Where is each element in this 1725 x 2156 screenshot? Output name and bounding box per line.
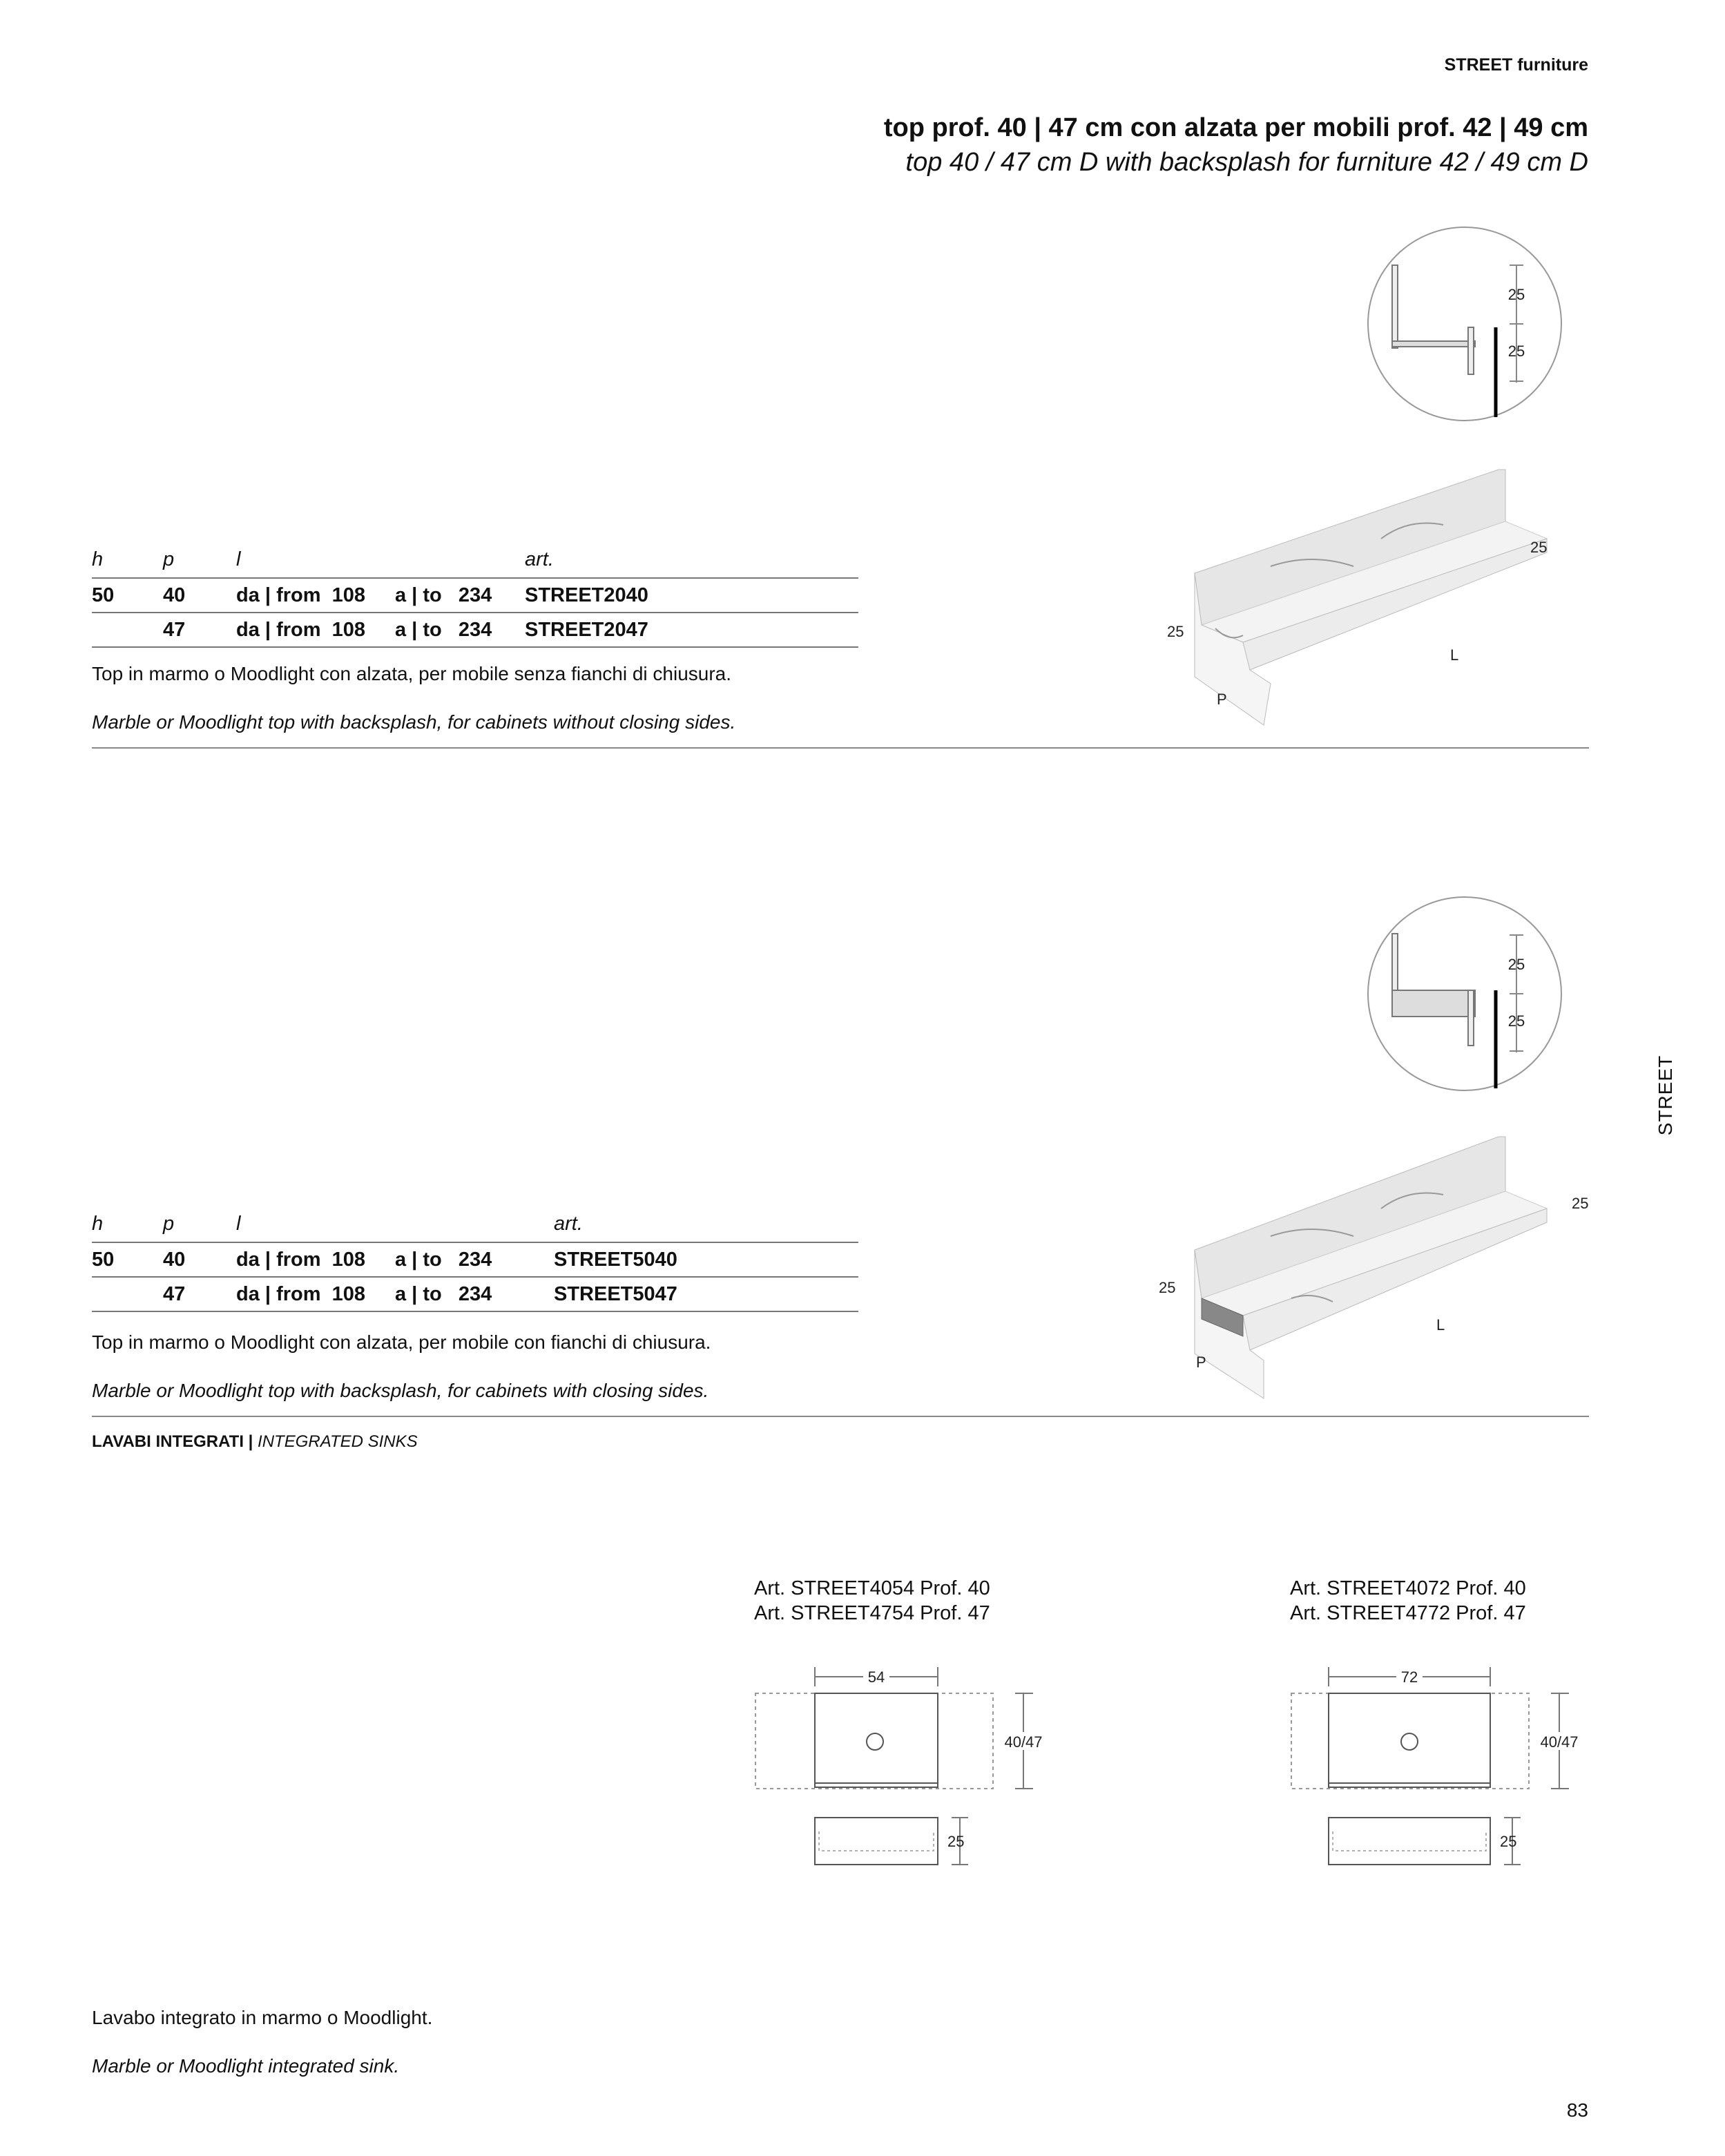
side-tab-label: STREET (1654, 1055, 1676, 1136)
render-dim-height: 25 (1167, 623, 1184, 640)
product-render-1 (1160, 456, 1602, 746)
col-art: art. (554, 1210, 858, 1242)
page-number: 83 (1566, 2099, 1588, 2121)
spec-table-2 (92, 1210, 858, 1312)
sink1-depth: 40/47 (1004, 1733, 1043, 1751)
render-dim-side: 25 (1572, 1195, 1589, 1212)
brand-header: STREET furniture (1444, 55, 1588, 75)
sink1-drawing (753, 1657, 1057, 1878)
spec-table-1 (92, 546, 858, 648)
sink2-width: 72 (1400, 1668, 1418, 1686)
col-h: h (92, 1210, 163, 1242)
table-row: 50 40 da | from 108 a | to 234 STREET2040 (92, 578, 858, 613)
detail-dim-bottom: 25 (1507, 1012, 1525, 1030)
render-dim-depth: P (1217, 691, 1227, 708)
sinks-desc-en: Marble or Moodlight integrated sink. (92, 2055, 400, 2077)
sinks-desc-it: Lavabo integrato in marmo o Moodlight. (92, 2007, 433, 2028)
divider (92, 747, 1589, 749)
product1-desc-it: Top in marmo o Moodlight con alzata, per mobile senza fianchi di chiusura. (92, 663, 732, 684)
sink2-caption: Art. STREET4072 Prof. 40 Art. STREET4772 Prof. 47 (1290, 1577, 1526, 1624)
sink2-height: 25 (1500, 1833, 1517, 1850)
col-art: art. (525, 546, 858, 578)
table-row: 50 40 da | from 108 a | to 234 STREET5040 (92, 1242, 858, 1277)
sink1-width: 54 (867, 1668, 885, 1686)
detail-circle-1 (1365, 224, 1565, 424)
sink2-depth: 40/47 (1540, 1733, 1579, 1751)
section-heading-it: LAVABI INTEGRATI | (92, 1432, 253, 1451)
col-p: p (163, 546, 236, 578)
sink2-drawing (1289, 1657, 1592, 1878)
col-h: h (92, 546, 163, 578)
table-header-row (92, 1210, 858, 1242)
detail-circle-2 (1365, 894, 1565, 1094)
col-l: l (236, 1210, 395, 1242)
detail-dim-top: 25 (1507, 286, 1525, 303)
product-render-2 (1153, 1126, 1595, 1416)
product1-desc-en: Marble or Moodlight top with backsplash, for cabinets without closing sides. (92, 711, 736, 733)
page-subtitle: top 40 / 47 cm D with backsplash for furniture 42 / 49 cm D (905, 148, 1588, 177)
product2-desc-en: Marble or Moodlight top with backsplash, for cabinets with closing sides. (92, 1380, 709, 1401)
section-heading-en: INTEGRATED SINKS (258, 1432, 418, 1451)
render-dim-length: L (1450, 646, 1459, 664)
section-heading (92, 1432, 418, 1452)
sink1-height: 25 (947, 1833, 965, 1850)
col-l: l (236, 546, 395, 578)
table-row: 47 da | from 108 a | to 234 STREET2047 (92, 613, 858, 647)
detail-dim-bottom: 25 (1507, 343, 1525, 360)
detail-dim-top: 25 (1507, 956, 1525, 973)
divider (92, 1416, 1589, 1417)
sink1-caption: Art. STREET4054 Prof. 40 Art. STREET4754 Prof. 47 (754, 1577, 990, 1624)
table-header-row (92, 546, 858, 578)
render-dim-length: L (1436, 1316, 1445, 1334)
render-dim-height: 25 (1159, 1279, 1176, 1296)
product2-desc-it: Top in marmo o Moodlight con alzata, per mobile con fianchi di chiusura. (92, 1331, 711, 1353)
render-dim-side: 25 (1530, 539, 1548, 556)
col-p: p (163, 1210, 236, 1242)
page-title: top prof. 40 | 47 cm con alzata per mobili prof. 42 | 49 cm (883, 113, 1588, 142)
render-dim-depth: P (1196, 1354, 1206, 1371)
table-row: 47 da | from 108 a | to 234 STREET5047 (92, 1277, 858, 1311)
